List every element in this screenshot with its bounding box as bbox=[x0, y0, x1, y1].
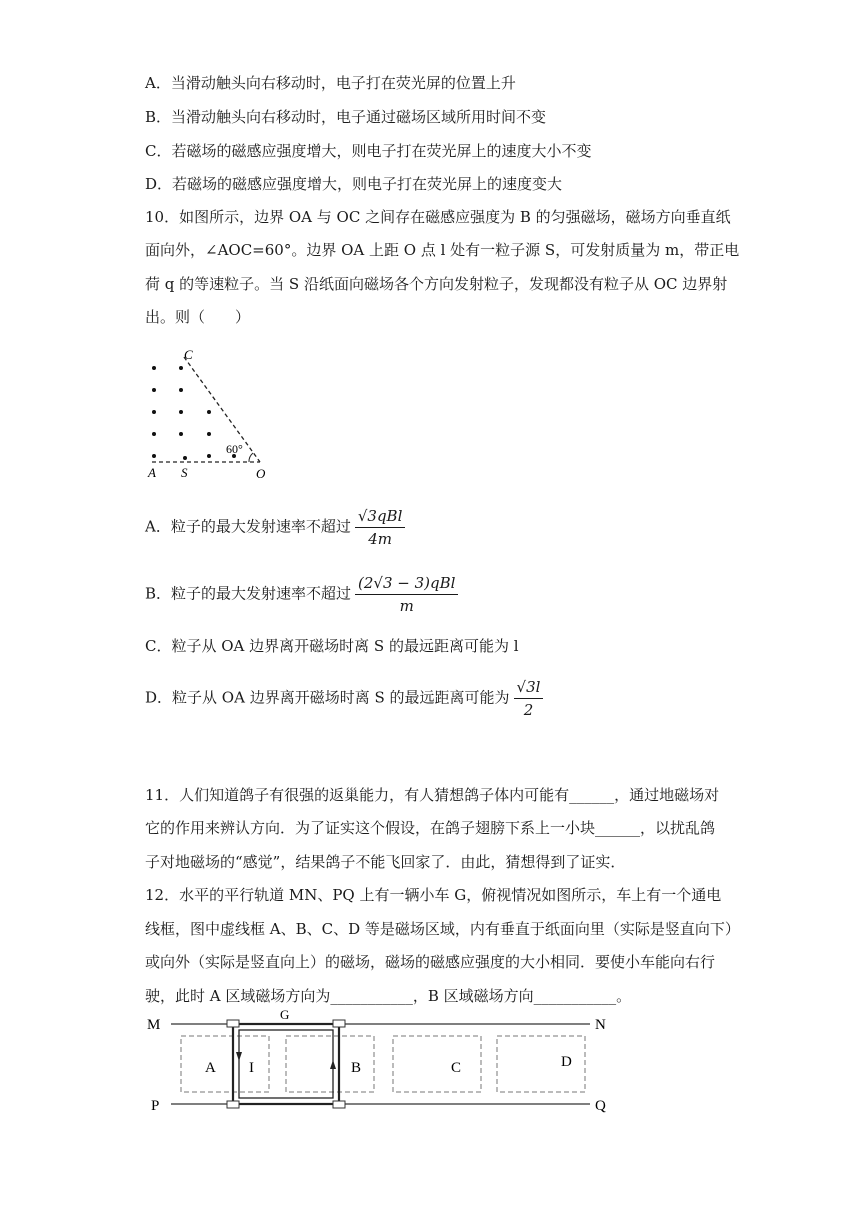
region-label-c: C bbox=[451, 1060, 462, 1076]
label-p: P bbox=[151, 1098, 160, 1113]
q10-option-b bbox=[145, 572, 458, 617]
q10-option-d-fraction bbox=[514, 676, 544, 721]
q10-option-a-fraction bbox=[355, 505, 406, 550]
fraction-numerator: √3l bbox=[514, 676, 544, 699]
boundary-oc bbox=[184, 357, 260, 462]
fraction-denominator: 2 bbox=[523, 701, 534, 719]
label-g: G bbox=[280, 1008, 290, 1022]
label-m: M bbox=[147, 1017, 161, 1033]
q9-option-d: D．若磁场的磁感应强度增大，则电子打在荧光屏上的速度变大 bbox=[145, 175, 563, 193]
field-dots bbox=[152, 366, 236, 460]
label-o: O bbox=[256, 466, 266, 480]
region-label-d: D bbox=[561, 1054, 572, 1070]
q10-option-c: C．粒子从 OA 边界离开磁场时离 S 的最远距离可能为 l bbox=[145, 637, 519, 655]
region-label-a: A bbox=[205, 1060, 216, 1076]
label-a: A bbox=[148, 465, 156, 480]
q10-figure bbox=[140, 345, 275, 480]
q10-option-d bbox=[145, 676, 543, 721]
fraction-denominator: 4m bbox=[368, 530, 392, 548]
q10-stem-line-1: 10．如图所示，边界 OA 与 OC 之间存在磁感应强度为 B 的匀强磁场，磁场方向垂直纸 bbox=[145, 208, 731, 226]
field-regions bbox=[181, 1036, 585, 1092]
q12-figure bbox=[145, 1008, 625, 1113]
q10-option-b-text: B．粒子的最大发射速率不超过 bbox=[145, 584, 352, 603]
fraction-numerator: (2√3 − 3)qBl bbox=[355, 572, 458, 595]
q12-line-1: 12．水平的平行轨道 MN、PQ 上有一辆小车 G，俯视情况如图所示，车上有一个通电 bbox=[145, 886, 722, 904]
q10-option-d-text: D．粒子从 OA 边界离开磁场时离 S 的最远距离可能为 bbox=[145, 688, 510, 707]
q10-stem-line-2: 面向外，∠AOC=60°。边界 OA 上距 O 点 l 处有一粒子源 S，可发射质量为 m，带正电 bbox=[145, 241, 740, 259]
q10-option-a bbox=[145, 505, 405, 550]
current-arrow-up bbox=[330, 1060, 336, 1069]
q10-stem-line-4: 出。则（ ） bbox=[145, 308, 251, 326]
label-c: C bbox=[184, 347, 193, 362]
region-label-b: B bbox=[351, 1060, 362, 1076]
current-arrow-down bbox=[236, 1052, 242, 1061]
label-n: N bbox=[595, 1017, 606, 1033]
q11-line-2: 它的作用来辨认方向．为了证实这个假设，在鸽子翅膀下系上一小块______，以扰乱鸽 bbox=[145, 819, 716, 837]
q9-option-b: B．当滑动触头向右移动时，电子通过磁场区域所用时间不变 bbox=[145, 108, 547, 126]
q9-option-a: A．当滑动触头向右移动时，电子打在荧光屏的位置上升 bbox=[145, 74, 516, 92]
fraction-denominator: m bbox=[399, 597, 414, 615]
label-q: Q bbox=[595, 1098, 606, 1113]
q12-line-2: 线框，图中虚线框 A、B、C、D 等是磁场区域，内有垂直于纸面向里（实际是竖直向下） bbox=[145, 920, 740, 938]
angle-arc bbox=[249, 453, 253, 462]
q10-option-b-fraction bbox=[355, 572, 458, 617]
q9-option-c: C．若磁场的磁感应强度增大，则电子打在荧光屏上的速度大小不变 bbox=[145, 142, 592, 160]
q10-stem-line-3: 荷 q 的等速粒子。当 S 沿纸面向磁场各个方向发射粒子，发现都没有粒子从 OC 边界射 bbox=[145, 275, 728, 293]
q12-line-4: 驶，此时 A 区域磁场方向为___________，B 区域磁场方向___________。 bbox=[145, 987, 632, 1005]
q11-line-1: 11．人们知道鸽子有很强的返巢能力，有人猜想鸽子体内可能有______，通过地磁场对 bbox=[145, 786, 720, 804]
current-label: I bbox=[249, 1060, 254, 1076]
angle-label: 60° bbox=[226, 442, 243, 456]
fraction-numerator: √3qBl bbox=[355, 505, 406, 528]
q12-line-3: 或向外（实际是竖直向上）的磁场，磁场的磁感应强度的大小相同．要使小车能向右行 bbox=[145, 953, 716, 971]
q10-option-a-text: A．粒子的最大发射速率不超过 bbox=[145, 517, 351, 536]
label-s: S bbox=[181, 465, 188, 480]
q11-line-3: 子对地磁场的“感觉”，结果鸽子不能飞回家了．由此，猜想得到了证实． bbox=[145, 853, 626, 871]
